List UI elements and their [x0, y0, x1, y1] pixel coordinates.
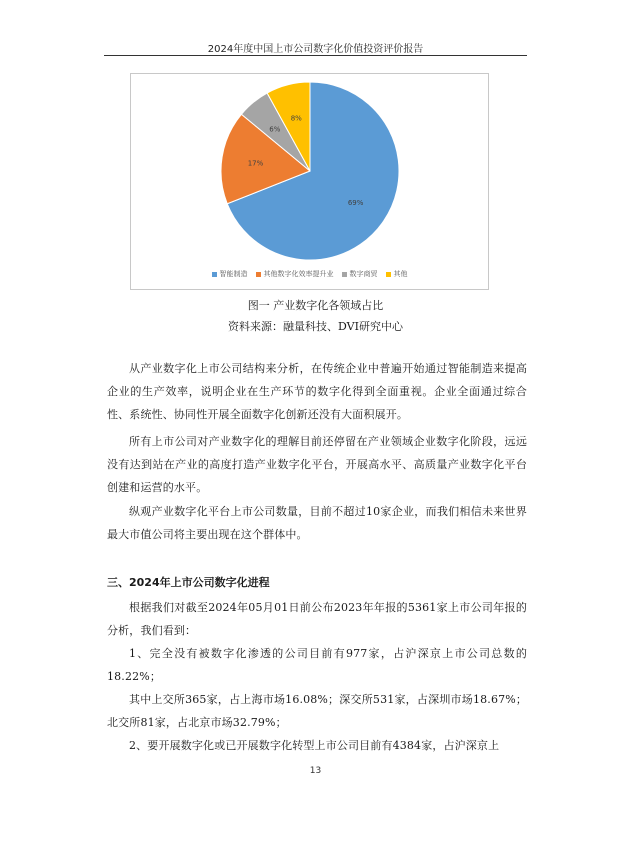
legend-swatch	[212, 272, 217, 277]
list-item-2: 2、要开展数字化或已开展数字化转型上市公司目前有4384家，占沪深京上	[129, 739, 500, 752]
legend-swatch	[256, 272, 261, 277]
pie-label-other: 8%	[290, 114, 302, 123]
list-item-1-detail: 其中上交所365家，占上海市场16.08%；深交所531家，占深圳市场18.67%；北交所81家，占北京市场32.79%；	[107, 693, 527, 729]
pie-label-other-digital-efficiency: 17%	[247, 159, 264, 168]
legend-label: 其他数字化效率提升业	[263, 270, 334, 278]
paragraph-3: 纵观产业数字化平台上市公司数量，目前不超过10家企业，而我们相信未来世界最大市值公司将主要出现在这个群体中。	[107, 505, 527, 541]
pie-label-smart-manufacturing: 69%	[347, 199, 364, 208]
section-heading: 三、2024年上市公司数字化进程	[107, 576, 270, 589]
paragraph-2: 所有上市公司对产业数字化的理解目前还停留在产业领域企业数字化阶段，远远没有达到站在产业的高度打造产业数字化平台，开展高水平、高质量产业数字化平台创建和运营的水平。	[107, 435, 527, 494]
legend-label: 其他	[393, 270, 408, 278]
legend-swatch	[342, 272, 347, 277]
legend-label: 智能制造	[219, 270, 248, 278]
legend-item-digital-commerce	[342, 269, 378, 279]
header-divider	[104, 55, 527, 56]
list-item-1: 1、完全没有被数字化渗透的公司目前有977家，占沪深京上市公司总数的18.22%；	[107, 647, 527, 683]
pie-chart-svg	[131, 74, 488, 289]
pie-chart	[130, 73, 489, 290]
paragraph-1: 从产业数字化上市公司结构来分析，在传统企业中普遍开始通过智能制造来提高企业的生产效率，说明企业在生产环节的数字化得到全面重视。企业全面通过综合性、系统性、协同性开展全面数字化创新还没有大面积展开。	[107, 362, 527, 421]
legend-item-other-digital-efficiency	[256, 269, 334, 279]
section-intro: 根据我们对截至2024年05月01日前公布2023年年报的5361家上市公司年报的分析，我们看到：	[107, 601, 527, 637]
figure-source: 资料来源：融量科技、DVI研究中心	[228, 320, 403, 333]
legend-item-smart-manufacturing	[212, 269, 248, 279]
page-number: 13	[309, 766, 322, 776]
legend-swatch	[386, 272, 391, 277]
pie-label-digital-commerce: 6%	[269, 125, 281, 134]
figure-caption: 图一 产业数字化各领域占比	[247, 299, 384, 312]
chart-legend	[131, 269, 488, 279]
header-title: 2024年度中国上市公司数字化价值投资评价报告	[207, 44, 424, 55]
legend-item-other	[386, 269, 408, 279]
legend-label: 数字商贸	[349, 270, 378, 278]
